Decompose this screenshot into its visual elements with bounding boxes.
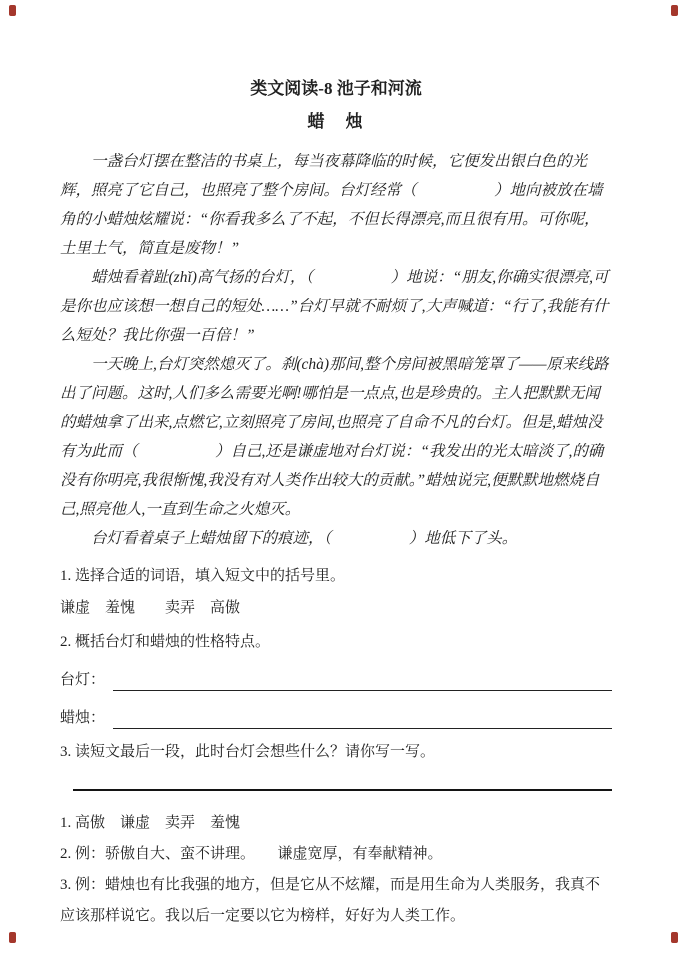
passage <box>60 147 612 553</box>
corner-mark-bottom-left <box>9 932 16 943</box>
worksheet-content <box>60 78 612 932</box>
passage-title: 蜡 烛 <box>307 112 365 131</box>
passage-paragraph-4: 台灯看着桌子上蜡烛留下的痕迹，（ ）地低下了头。 <box>91 530 518 547</box>
question-2: 2. 概括台灯和蜡烛的性格特点。 <box>60 634 271 650</box>
answer-row-candle <box>60 699 612 729</box>
question-1: 1. 选择合适的词语，填入短文中的括号里。 <box>60 568 346 584</box>
passage-paragraph-1: 一盏台灯摆在整洁的书桌上，每当夜幕降临的时候，它便发出银白色的光辉，照亮了它自己，也照亮了整个房间。台灯经常（ ）地向被放在墙角的小蜡烛炫耀说：“你看我多么了不起，不但长得漂亮,而且很有用。可你呢，土里土气，简直是废物！” <box>60 153 603 257</box>
lamp-label: 台灯： <box>60 672 106 688</box>
corner-mark-top-right <box>671 5 678 16</box>
answer-key-section <box>60 808 612 932</box>
answer-row-lamp <box>60 661 612 691</box>
question-3: 3. 读短文最后一段，此时台灯会想些什么？请你写一写。 <box>60 744 436 760</box>
question-1-word-options: 谦虚 羞愧 卖弄 高傲 <box>60 600 241 616</box>
corner-mark-top-left <box>9 5 16 16</box>
answer-key-1: 1. 高傲 谦虚 卖弄 羞愧 <box>60 815 241 831</box>
passage-paragraph-2: 蜡烛看着趾(zhǐ)高气扬的台灯，（ ）地说：“朋友,你确实很漂亮,可是你也应该想一想自己的短处……”台灯早就不耐烦了,大声喊道：“行了,我能有什么短处？我比你强一百倍！” <box>60 269 609 344</box>
answer-key-2: 2. 例：骄傲自大、蛮不讲理。 谦虚宽厚，有奉献精神。 <box>60 846 443 862</box>
answer-blank-candle <box>113 708 612 729</box>
candle-label: 蜡烛： <box>60 710 106 726</box>
passage-paragraph-3: 一天晚上,台灯突然熄灭了。刹(chà)那间,整个房间被黑暗笼罩了——原来线路出了问题。这时,人们多么需要光啊!哪怕是一点点,也是珍贵的。主人把默默无闻的蜡烛拿了出来,点燃它,立刻照亮了房间,也照亮了自命不凡的台灯。但是,蜡烛没有为此而（ ）自己,还是谦虚地对台灯说：“我发出的光太暗淡了,的确没有你明亮,我很惭愧,我没有对人类作出较大的贡献。”蜡烛说完,便默默地燃烧自己,照亮他人,一直到生命之火熄灭。 <box>60 356 609 518</box>
answer-key-3: 3. 例：蜡烛也有比我强的地方，但是它从不炫耀，而是用生命为人类服务，我真不应该那样说它。我以后一定要以它为榜样，好好为人类工作。 <box>60 877 601 924</box>
corner-mark-bottom-right <box>671 932 678 943</box>
answer-blank-lamp <box>113 670 612 691</box>
questions-section <box>60 565 612 791</box>
page-title: 类文阅读-8 池子和河流 <box>250 79 422 98</box>
answer-blank-question-3 <box>73 789 612 791</box>
